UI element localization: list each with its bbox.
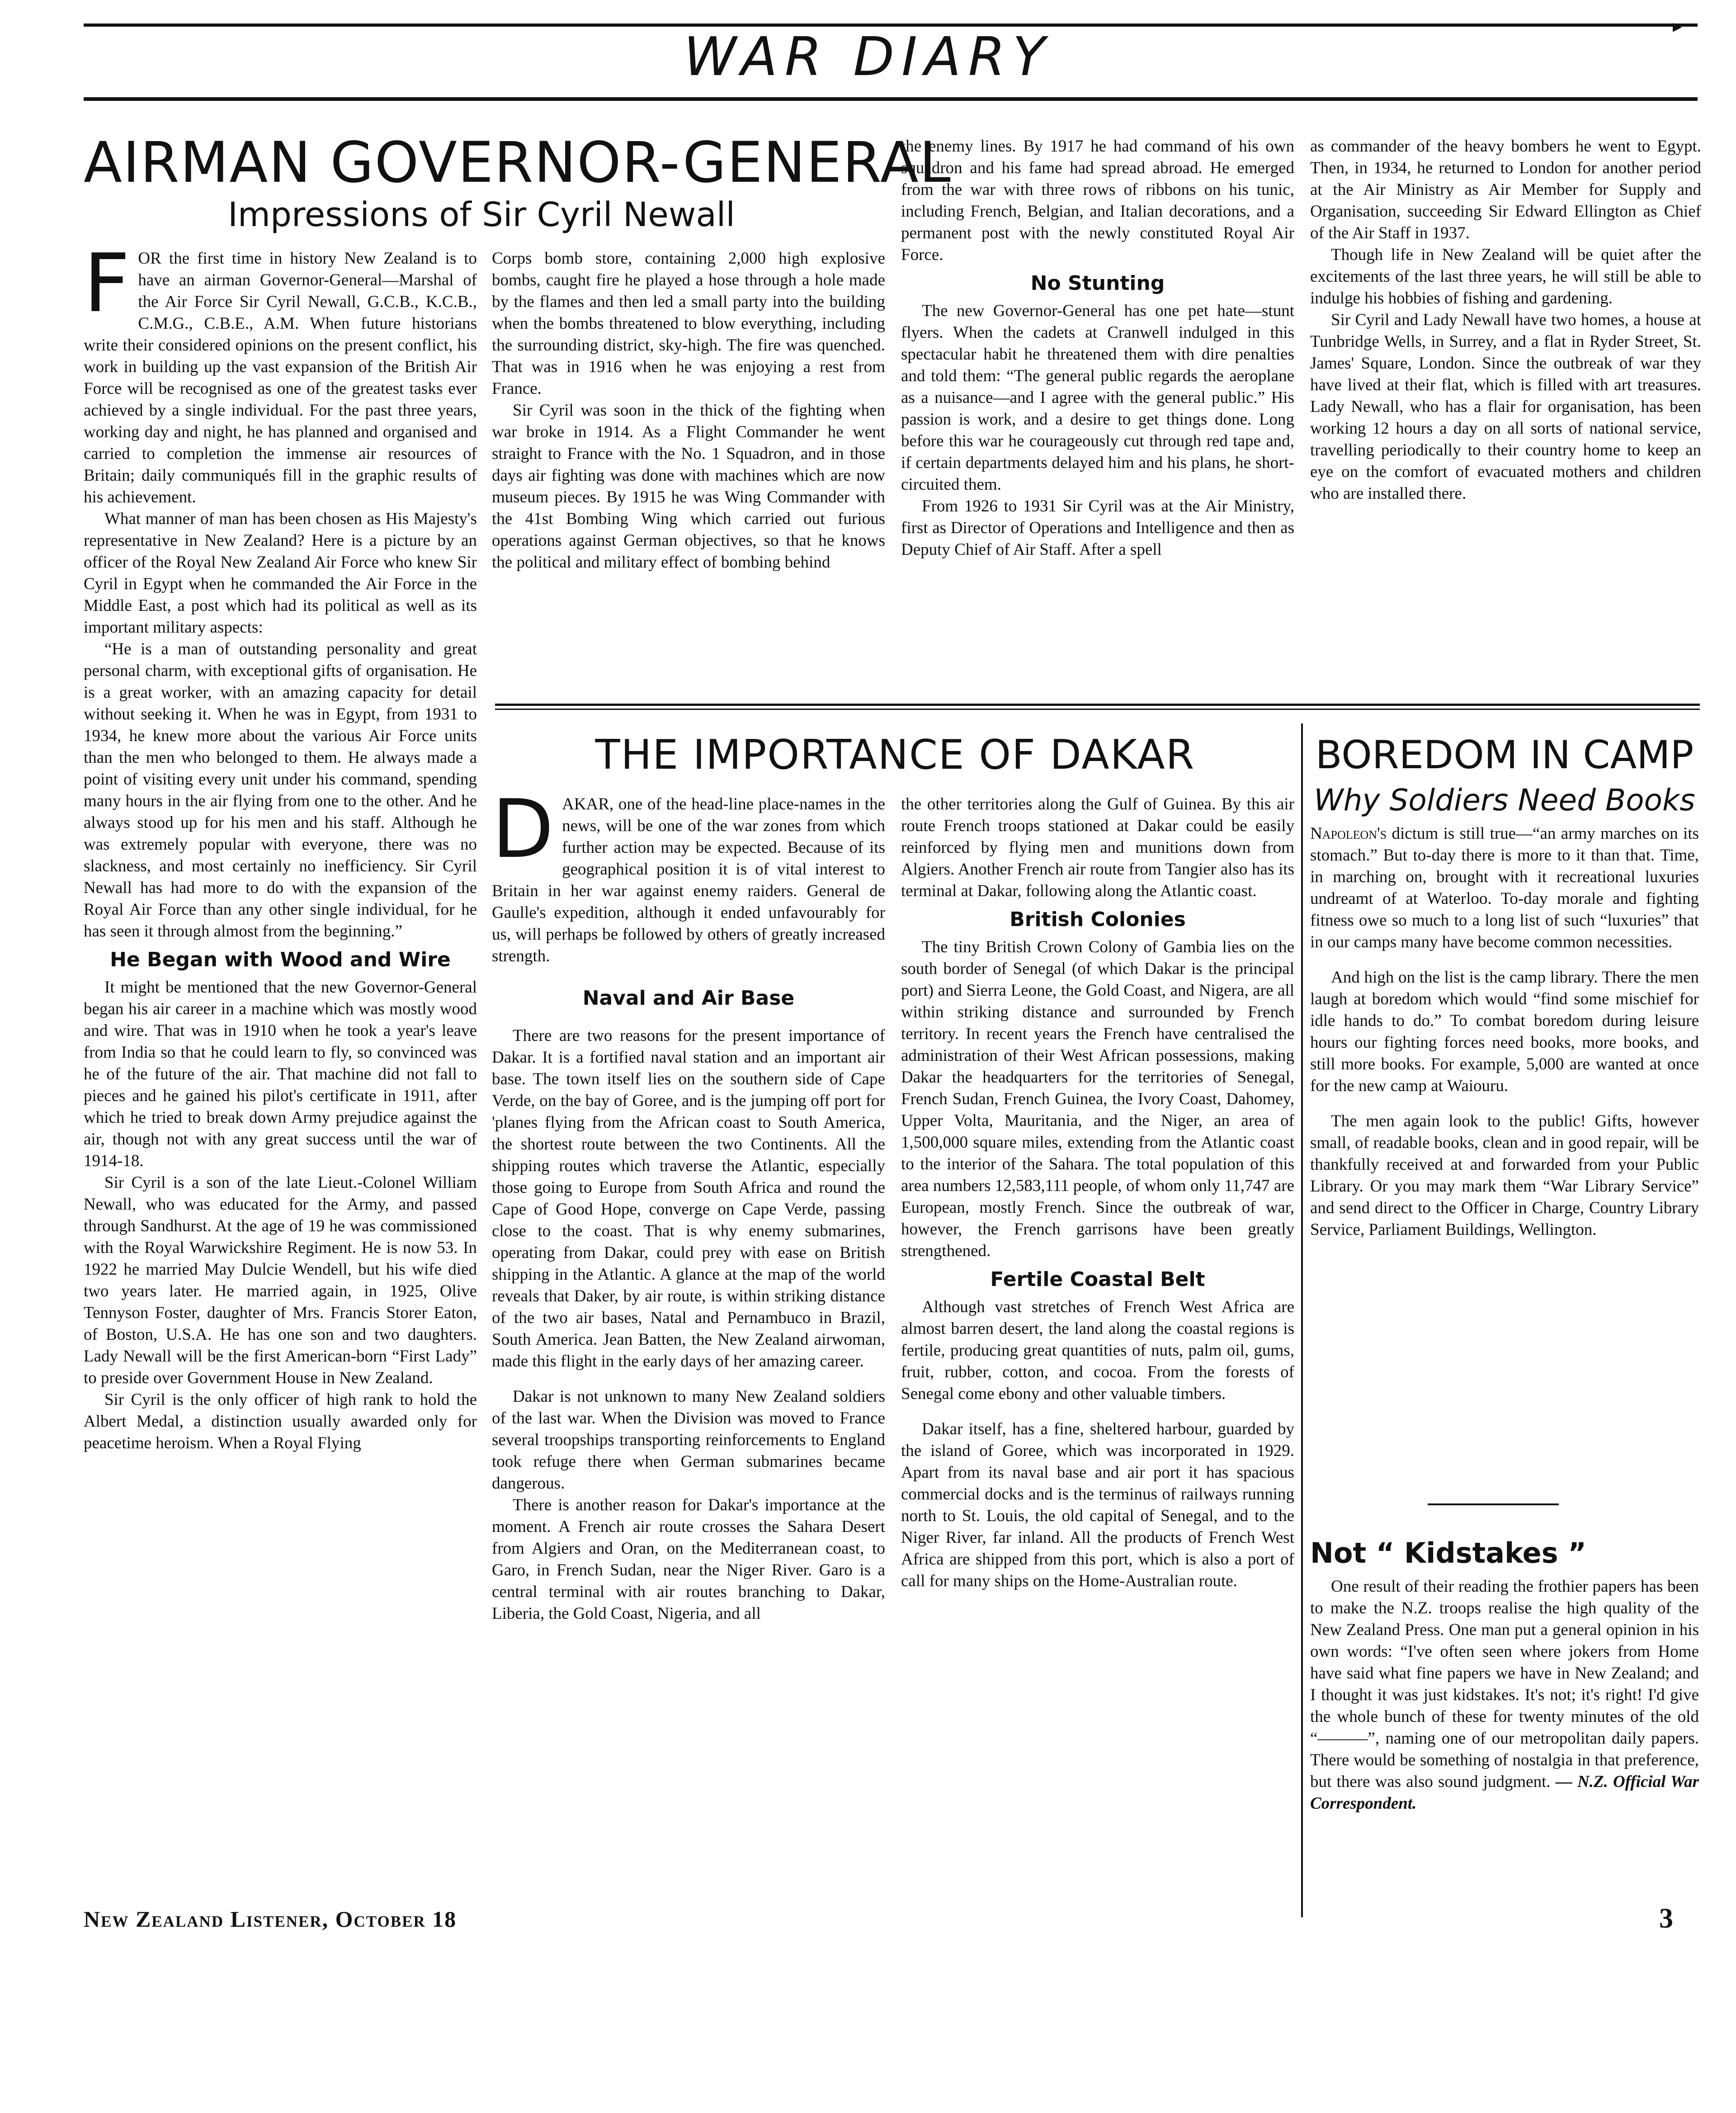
paragraph: The tiny British Crown Colony of Gambia lies on the south border of Senegal (of which Dakar is the principal port) and Sierra Leone, the Gold Coast, and Nigera, are all within striking distance and surrounded by French territory. In recent years the French have centralised the administration of their West African possessions, making Dakar the headquarters for the territories of Senegal, French Sudan, French Guinea, the Ivory Coast, Dahomey, Upper Volta, Mauritania, and the Niger, an area of 1,500,000 square miles, extending from the Atlantic coast to the interior of the Sahara. The total population of this area numbers 12,583,111 people, of whom only 11,747 are European, mostly French. Since the outbreak of war, however, the French garrisons have been greatly strengthened. — [901, 938, 1294, 1260]
paragraph: Sir Cyril was soon in the thick of the fighting when war broke in 1914. As a Flight Commander he went straight to France with the No. 1 Squadron, and in those days air fighting was done with machines which are now museum pieces. By 1915 he was Wing Commander with the 41st Bombing Wing which carried out furious operations against German objectives, so that he knows the political and military effect of bombing behind — [492, 401, 885, 572]
article-headline-boredom: BOREDOM IN CAMP — [1315, 733, 1694, 778]
paragraph: Sir Cyril is a son of the late Lieut.-Colonel William Newall, who was educated for the Army, and passed through Sandhurst. At the age of 19 he was commissioned with the Royal Warwickshire Regiment. He is now 53. In 1922 he married May Dulcie Wendell, but his wife died two years later. He married again, in 1925, Olive Tennyson Foster, daughter of Mrs. Francis Storer Eaton, of Boston, U.S.A. He has one son and two daughters. Lady Newall will be the first American-born “First Lady” to preside over Government House in New Zealand. — [84, 1173, 477, 1387]
article-headline-airman: AIRMAN GOVERNOR-GENERAL — [84, 130, 952, 195]
corner-mark-icon: ▸ — [1673, 16, 1682, 36]
column-divider — [1301, 723, 1303, 1917]
article-dakar-col-1 — [492, 794, 885, 1924]
article-headline-dakar: THE IMPORTANCE OF DAKAR — [595, 731, 1195, 779]
paragraph: One result of their reading the frothier papers has been to make the N.Z. troops realise the high quality of the New Zealand Press. One man put a general opinion in his own words: “I've often seen where jokers from Home have said what fine papers we have in New Zealand; and I thought it was just kidstakes. It's not; it's right! I'd give the whole bunch of these for twenty minutes of the old “———”, naming one of our metropolitan daily papers. There would be something of nostalgia in that preference, but there was also sound judgment. — [1310, 1577, 1699, 1791]
paragraph: Dakar itself, has a fine, sheltered harbour, guarded by the island of Goree, which was incorporated in 1929. Apart from its naval base and air port it has spacious commercial docks and is the terminus of railways running north to St. Louis, the old capital of Senegal, and to the Niger River, far inland. All the products of French West Africa are shipped from this port, which is also a port of call for many ships on the Home-Australian route. — [901, 1420, 1294, 1590]
paragraph: AKAR, one of the head-line place-names in the news, will be one of the war zones from which further action may be expected. Because of its geographical position it is of vital interest to Britain in her war against enemy raiders. General de Gaulle's expedition, although it ended unfavourably for us, will perhaps be followed by others of greatly increased strength. — [492, 795, 885, 965]
section-heading: Naval and Air Base — [582, 987, 795, 1010]
section-divider — [495, 709, 1700, 710]
article-subhead-airman: Impressions of Sir Cyril Newall — [228, 195, 735, 234]
page-number: 3 — [1659, 1903, 1673, 1934]
paragraph: as commander of the heavy bombers he went to Egypt. Then, in 1934, he returned to London for another period at the Air Ministry as Air Member for Supply and Organisation, succeeding Sir Edward Ellington as Chief of the Air Staff in 1937. — [1310, 137, 1701, 242]
article-airman-col-3 — [901, 136, 1294, 701]
article-boredom-body — [1310, 823, 1699, 1492]
paragraph: the other territories along the Gulf of Guinea. By this air route French troops stationed at Dakar could be easily reinforced by flying men and munitions down from Algiers. Another French air route from Tangier also has its terminal at Dakar, following along the Atlantic coast. — [901, 795, 1294, 900]
section-heading: No Stunting — [1030, 272, 1165, 295]
drop-cap: F — [84, 248, 130, 330]
paragraph: the enemy lines. By 1917 he had command of his own squadron and his fame had spread abroad. He emerged from the war with three rows of ribbons on his tunic, including French, Belgian, and Italian decorations, and a permanent post with the newly constituted Royal Air Force. — [901, 137, 1294, 264]
banner-rule — [84, 97, 1698, 101]
paragraph: Sir Cyril and Lady Newall have two homes, a house at Tunbridge Wells, in Surrey, and a flat in Ryder Street, St. James' Square, London. Since the outbreak of war they have lived at their flat, which is filled with art treasures. Lady Newall, who has a flair for organisation, has been working 12 hours a day on all sorts of national service, travelling periodically to their country home to keep an eye on the comfort of evacuated mothers and children who are installed there. — [1310, 311, 1701, 503]
byline: — N.Z. Official War Correspondent. — [1310, 1773, 1699, 1813]
paragraph: The men again look to the public! Gifts, however small, of readable books, clean and in good repair, will be thankfully received at and forwarded from your Public Library. Or you may mark them “War Library Service” and send direct to the Officer in Charge, Country Library Service, Parliament Buildings, Wellington. — [1310, 1112, 1699, 1239]
paragraph: And high on the list is the camp library. There the men laugh at boredom which would “find some mischief for idle hands to do.” To combat boredom during leisure hours our fighting forces need books, more books, and still more books. For example, 5,000 are wanted at once for the new camp at Waiouru. — [1310, 968, 1699, 1095]
article-airman-col-4 — [1310, 136, 1701, 701]
paragraph: Though life in New Zealand will be quiet after the excitements of the last three years, he will still be able to indulge his hobbies of fishing and gardening. — [1310, 246, 1701, 307]
paragraph: From 1926 to 1931 Sir Cyril was at the Air Ministry, first as Director of Operations and Intelligence and then as Deputy Chief of Air Staff. After a spell — [901, 497, 1294, 559]
paragraph: Although vast stretches of French West Africa are almost barren desert, the land along the coastal regions is fertile, producing great quantities of nuts, palm oil, gums, fruit, rubber, cotton, and cocoa. From the forests of Senegal come ebony and other valuable timbers. — [901, 1298, 1294, 1403]
paragraph: There is another reason for Dakar's importance at the moment. A French air route crosses the Sahara Desert from Algiers and Oran, on the Mediterranean coast, to Garo, in French Sudan, near the Niger River. Garo is a central terminal with air routes branching to Dakar, Liberia, the Gold Coast, Nigeria, and all — [492, 1496, 885, 1623]
article-dakar-col-2 — [901, 794, 1294, 1924]
paragraph: dictum is still true—“an army marches on its stomach.” But to-day there is more to it than that. Time, in marching on, brought with it recreational luxuries undreamt of at Waterloo. To-day morale and fighting fitness owe so much to a long list of such “luxuries” that in our camps many have become common necessities. — [1310, 824, 1699, 951]
short-divider — [1428, 1503, 1559, 1505]
drop-cap: D — [492, 794, 554, 876]
paragraph: Dakar is not unknown to many New Zealand soldiers of the last war. When the Division was moved to France several troopships transporting reinforcements to England took refuge there when German submarines became dangerous. — [492, 1387, 885, 1493]
section-banner: WAR DIARY — [684, 25, 1052, 88]
publication-footer: New Zealand Listener, October 18 — [84, 1906, 457, 1932]
paragraph: “He is a man of outstanding personality and great personal charm, with exceptional gifts of organisation. He is a great worker, with an amazing capacity for detail without seeking it. When he was in Egypt, from 1931 to 1934, he knew more about the various Air Force units than the men who belonged to them. He always made a point of visiting every unit under his command, spending many hours in the air flying from one to the other. And he always stood up for his men and his staff. Although he was extremely popular with everyone, there was no slackness, and most certainly no inefficiency. Sir Cyril Newall has had more to do with the expansion of the Royal Air Force than any other single individual, for he has seen it through almost from the beginning.” — [84, 640, 477, 941]
lead-word: Napoleon's — [1310, 824, 1387, 843]
section-heading: British Colonies — [1010, 908, 1186, 931]
paragraph: OR the first time in history New Zealand is to have an airman Governor-General—Marshal of the Air Force Sir Cyril Newall, G.C.B., K.C.B., C.M.G., C.B.E., A.M. When future historians write their considered opinions on the present conflict, his work in building up the vast expansion of the British Air Force will be recognised as one of the greatest tasks ever achieved by a single individual. For the past three years, working day and night, he has planned and organised and carried to completion the immense air resources of Britain; daily communiqués fill in the graphic results of his achievement. — [84, 249, 477, 506]
paragraph: It might be mentioned that the new Governor-General began his air career in a machine which was mostly wood and wire. That was in 1910 when he took a year's leave from India so that he could learn to fly, so convinced was he of the future of the air. That machine did not fall to pieces and he gained his pilot's certificate in 1911, after which he tried to break down Army prejudice against the air, though not with any great success until the war of 1914-18. — [84, 978, 477, 1170]
article-airman-col-1 — [84, 248, 477, 1921]
paragraph: Corps bomb store, containing 2,000 high explosive bombs, caught fire he played a hose through a hole made by the flames and then led a small party into the building when the bombs threatened to blow everything, including the surrounding district, sky-high. The fire was quenched. That was in 1916 when he was enjoying a rest from France. — [492, 249, 885, 398]
paragraph: The new Governor-General has one pet hate—stunt flyers. When the cadets at Cranwell indulged in this spectacular habit he threatened them with dire penalties and told them: “The general public regards the aeroplane as a nuisance—and I agree with the general public.” His passion is work, and a desire to get things done. Long before this war he courageously cut through red tape and, if certain departments delayed him and his plans, he short-circuited them. — [901, 302, 1294, 494]
article-headline-kidstakes: Not “ Kidstakes ” — [1310, 1536, 1586, 1569]
paragraph: There are two reasons for the present importance of Dakar. It is a fortified naval station and an important air base. The town itself lies on the southern side of Cape Verde, on the bay of Goree, and is the jumping off port for 'planes flying from the African coast to South America, the shortest route between the two Continents. All the shipping routes which traverse the Atlantic, especially those going to Europe from South Africa and round the Cape of Good Hope, converge on Cape Verde, passing close to the coast. That is why enemy submarines, operating from Dakar, could prey with ease on British shipping in the Atlantic. A glance at the map of the world reveals that Daker, by air route, is within striking distance of the two air bases, Natal and Pernambuco in Brazil, South America. Jean Batten, the New Zealand airwoman, made this flight in the early days of her amazing career. — [492, 1026, 885, 1371]
section-heading: Fertile Coastal Belt — [990, 1268, 1205, 1291]
section-heading: He Began with Wood and Wire — [110, 948, 451, 971]
section-divider — [495, 704, 1700, 706]
article-subhead-boredom: Why Soldiers Need Books — [1314, 783, 1695, 818]
article-kidstakes-body — [1310, 1576, 1699, 1919]
paragraph: Sir Cyril is the only officer of high rank to hold the Albert Medal, a distinction usually awarded only for peacetime heroism. When a Royal Flying — [84, 1390, 477, 1452]
paragraph: What manner of man has been chosen as His Majesty's representative in New Zealand? Here is a picture by an officer of the Royal New Zealand Air Force who knew Sir Cyril in Egypt when he commanded the Air Force in the Middle East, a post which had its political as well as its important military aspects: — [84, 510, 477, 637]
article-airman-col-2 — [492, 248, 885, 700]
